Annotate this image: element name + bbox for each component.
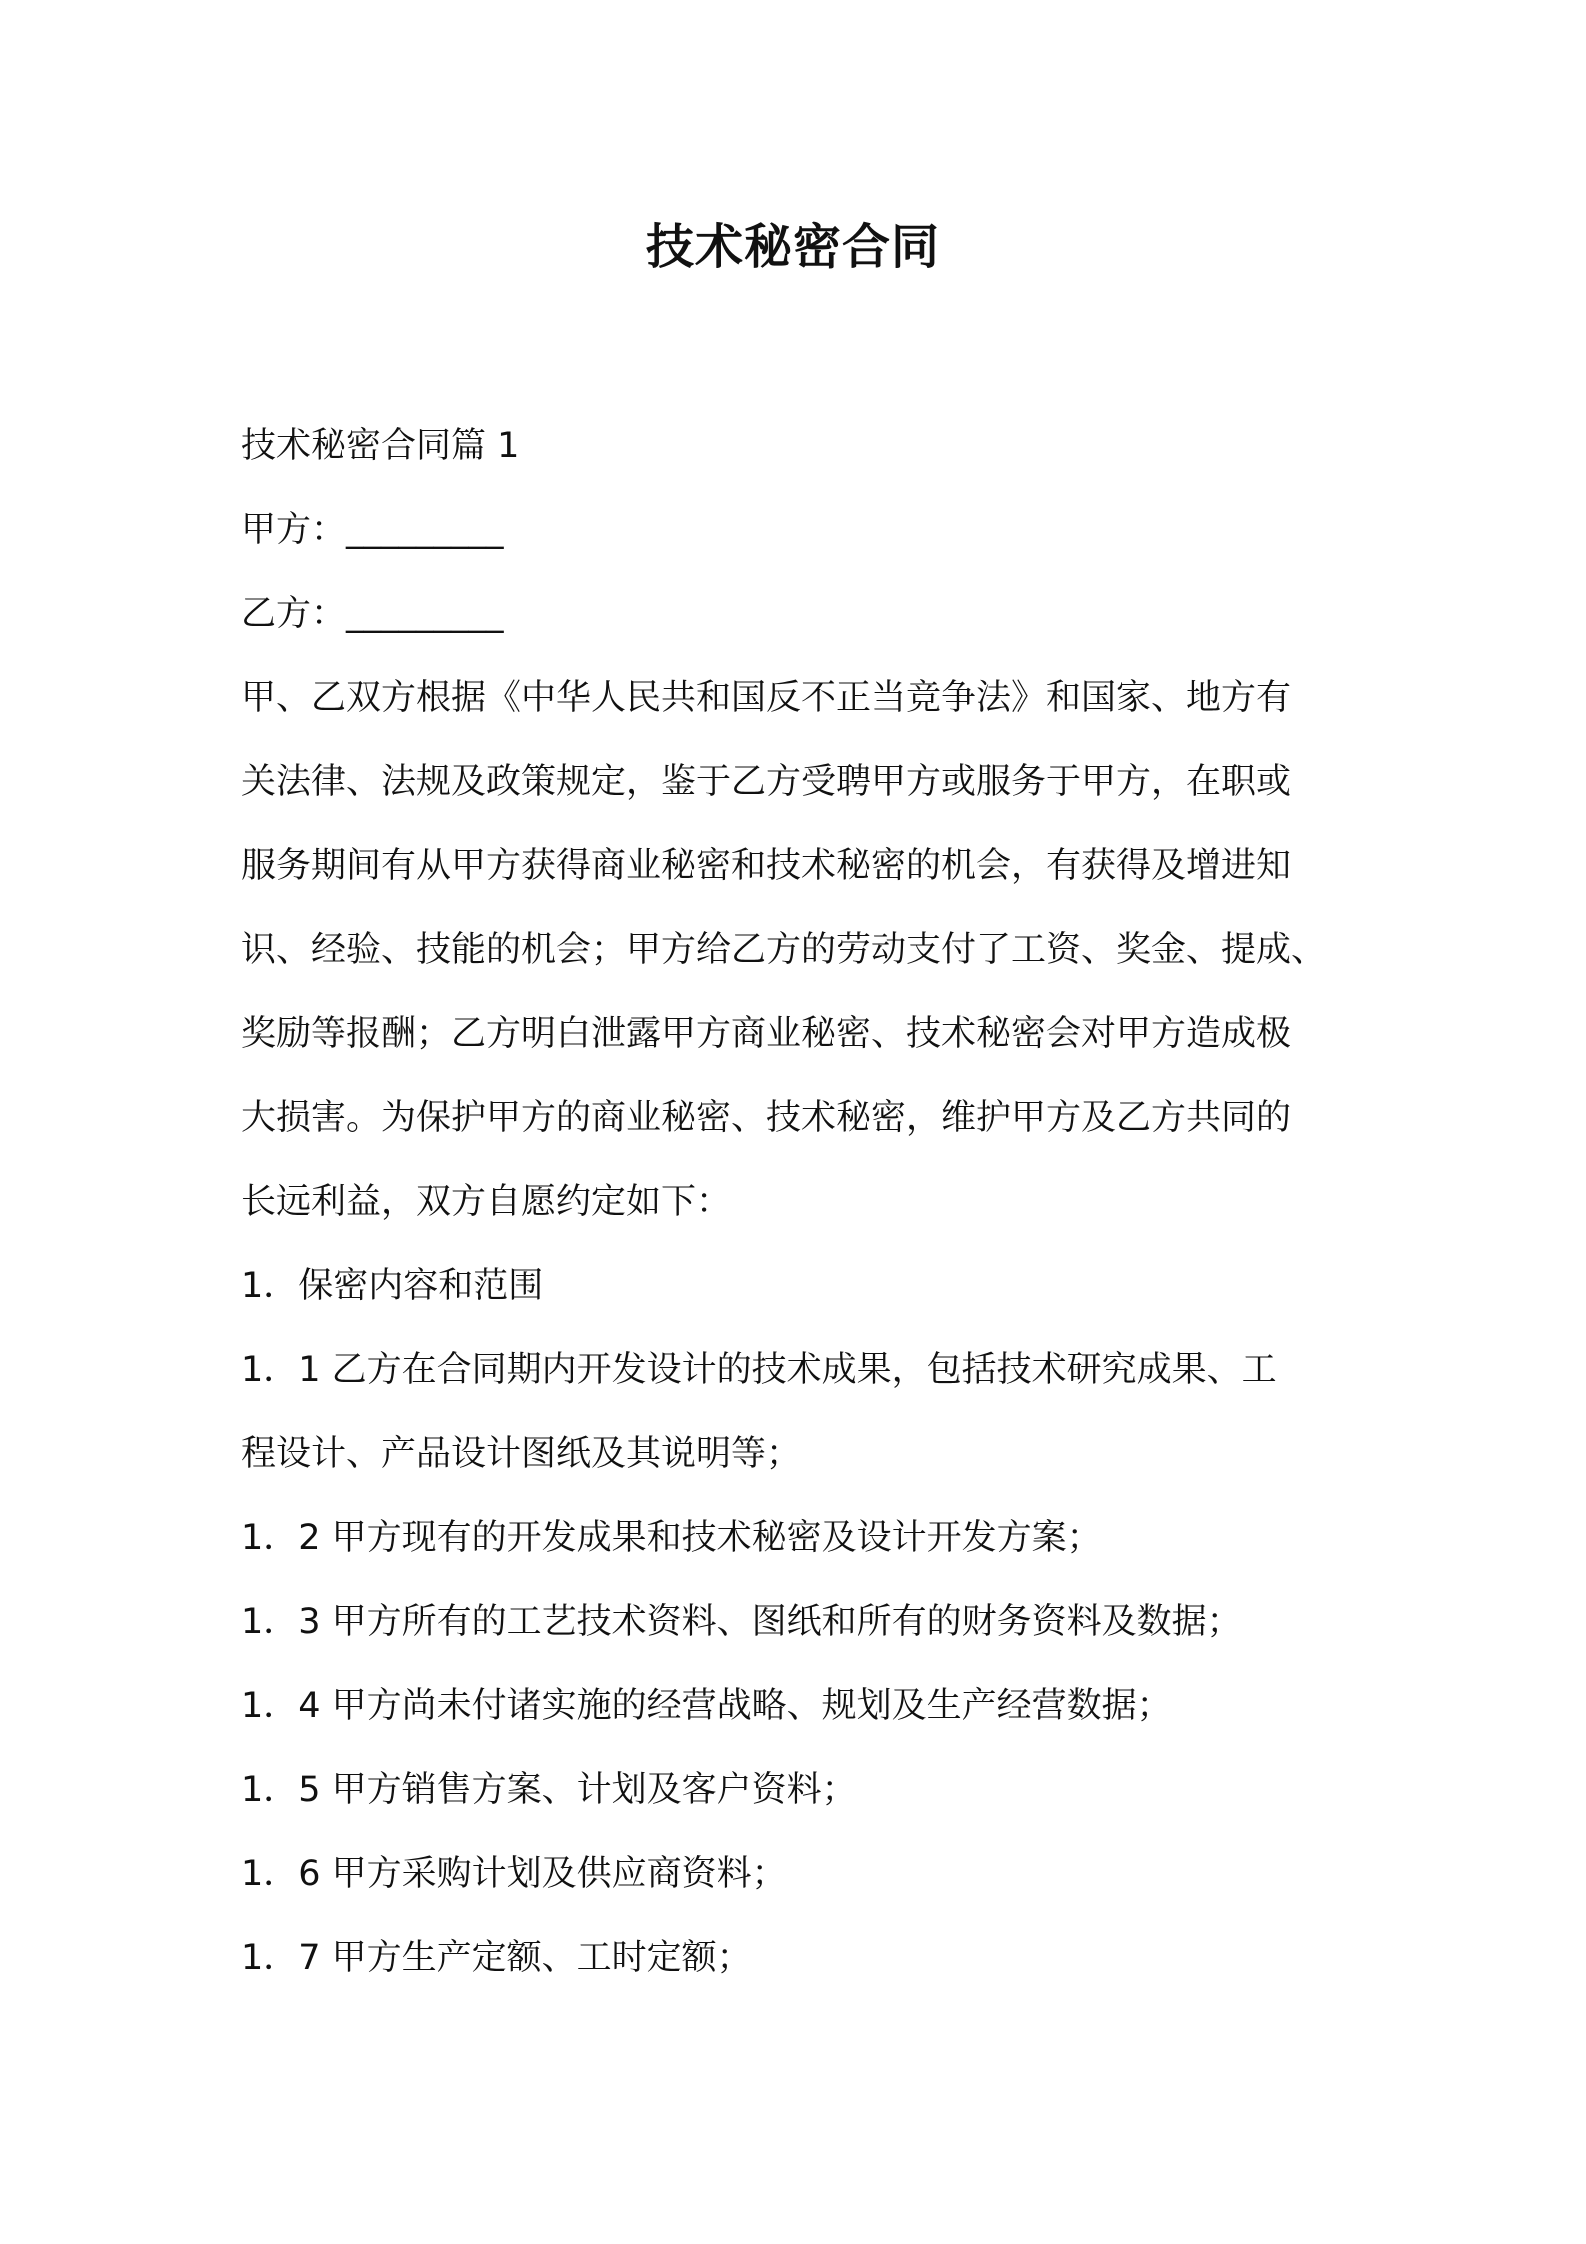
clause-1-3: 1．3 甲方所有的工艺技术资料、图纸和所有的财务资料及数据； bbox=[241, 1602, 1242, 1642]
clause-line: 1．1 乙方在合同期内开发设计的技术成果，包括技术研究成果、工 bbox=[241, 1350, 1277, 1390]
intro-line: 奖励等报酬；乙方明白泄露甲方商业秘密、技术秘密会对甲方造成极 bbox=[241, 1014, 1292, 1054]
document-body bbox=[241, 404, 1363, 2000]
clause-1-6: 1．6 甲方采购计划及供应商资料； bbox=[241, 1854, 787, 1894]
intro-paragraph bbox=[241, 656, 1363, 1244]
section-heading: 技术秘密合同篇 1 bbox=[241, 426, 520, 466]
clause-1-4: 1．4 甲方尚未付诸实施的经营战略、规划及生产经营数据； bbox=[241, 1686, 1172, 1726]
clause-line: 程设计、产品设计图纸及其说明等； bbox=[241, 1434, 802, 1474]
intro-line: 服务期间有从甲方获得商业秘密和技术秘密的机会，有获得及增进知 bbox=[241, 846, 1292, 886]
clause-heading: 1．保密内容和范围 bbox=[241, 1266, 544, 1306]
party-a-line: 甲方：_________ bbox=[241, 510, 504, 550]
intro-line: 长远利益，双方自愿约定如下： bbox=[241, 1182, 732, 1222]
document-title: 技术秘密合同 bbox=[645, 219, 940, 275]
intro-line: 关法律、法规及政策规定，鉴于乙方受聘甲方或服务于甲方，在职或 bbox=[241, 762, 1292, 802]
clause-1-1 bbox=[241, 1328, 1363, 1496]
clause-1-7: 1．7 甲方生产定额、工时定额； bbox=[241, 1938, 752, 1978]
party-b-line: 乙方：_________ bbox=[241, 594, 504, 634]
intro-line: 大损害。为保护甲方的商业秘密、技术秘密，维护甲方及乙方共同的 bbox=[241, 1098, 1292, 1138]
clause-1-2: 1．2 甲方现有的开发成果和技术秘密及设计开发方案； bbox=[241, 1518, 1102, 1558]
intro-line: 识、经验、技能的机会；甲方给乙方的劳动支付了工资、奖金、提成、 bbox=[241, 930, 1327, 970]
intro-line: 甲、乙双方根据《中华人民共和国反不正当竞争法》和国家、地方有 bbox=[241, 678, 1292, 718]
clause-1-5: 1．5 甲方销售方案、计划及客户资料； bbox=[241, 1770, 857, 1810]
